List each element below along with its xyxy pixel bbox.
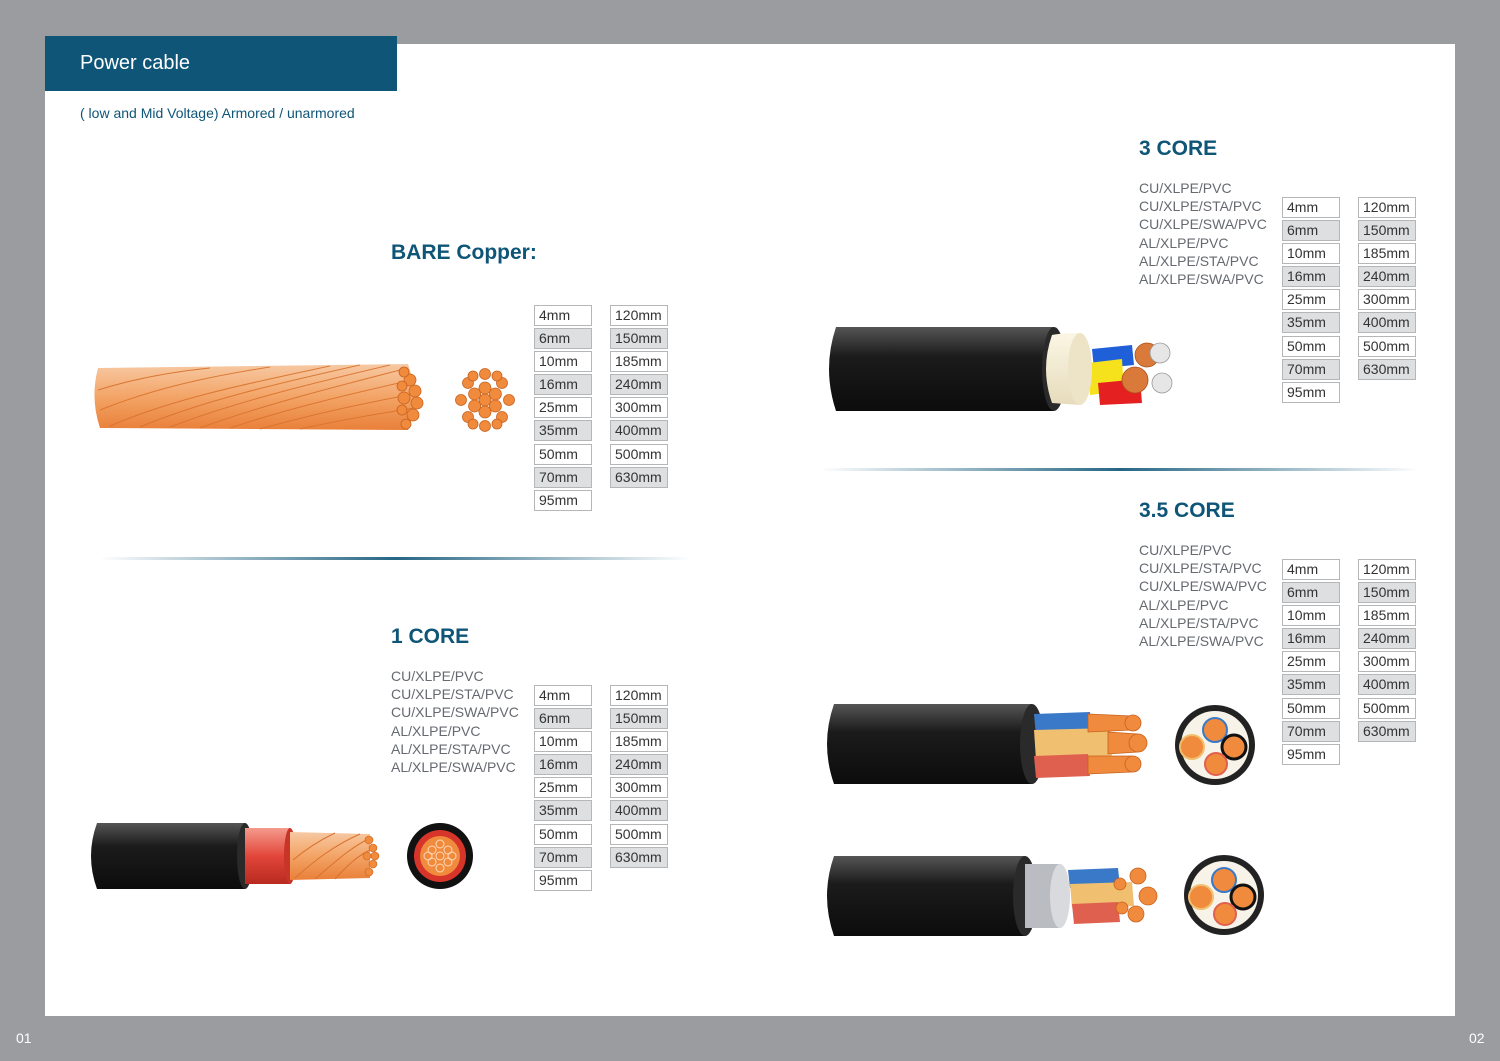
size-cell: 70mm xyxy=(534,847,592,868)
size-cell: 120mm xyxy=(610,305,668,326)
section-divider-right xyxy=(820,468,1420,471)
size-cell: 95mm xyxy=(534,490,592,511)
page-subtitle: ( low and Mid Voltage) Armored / unarmored xyxy=(80,105,355,121)
size-cell: 185mm xyxy=(610,731,668,752)
size-cell: 16mm xyxy=(1282,266,1340,287)
size-cell: 630mm xyxy=(610,847,668,868)
copper-strand-cross-section-icon xyxy=(450,365,520,435)
cable-type-item: CU/XLPE/PVC xyxy=(391,668,484,684)
size-cell: 400mm xyxy=(1358,312,1416,333)
size-cell: 6mm xyxy=(534,328,592,349)
one-core-types xyxy=(391,667,519,776)
one-core-heading: 1 CORE xyxy=(391,625,470,648)
cable-type-item: CU/XLPE/STA/PVC xyxy=(1139,560,1262,577)
size-cell: 400mm xyxy=(1358,674,1416,695)
size-cell: 70mm xyxy=(1282,359,1340,380)
cable-type-item: AL/XLPE/STA/PVC xyxy=(1139,252,1259,269)
three-core-heading: 3 CORE xyxy=(1139,137,1218,160)
size-cell: 185mm xyxy=(610,351,668,372)
page-title: Power cable xyxy=(80,52,191,74)
cable-type-item: AL/XLPE/STA/PVC xyxy=(391,740,511,757)
size-cell: 10mm xyxy=(534,351,592,372)
size-cell: 240mm xyxy=(1358,628,1416,649)
cable-type-item: AL/XLPE/SWA/PVC xyxy=(391,759,516,776)
cable-type-item: CU/XLPE/STA/PVC xyxy=(391,686,514,703)
size-cell: 240mm xyxy=(1358,266,1416,287)
size-cell: 500mm xyxy=(610,824,668,845)
size-cell: 300mm xyxy=(1358,651,1416,672)
size-cell: 50mm xyxy=(1282,698,1340,719)
size-cell: 240mm xyxy=(610,754,668,775)
size-cell: 10mm xyxy=(1282,605,1340,626)
size-cell: 630mm xyxy=(610,467,668,488)
three-core-sizes-left xyxy=(1282,197,1340,405)
size-cell: 300mm xyxy=(610,777,668,798)
size-cell: 630mm xyxy=(1358,721,1416,742)
cable-type-item: CU/XLPE/PVC xyxy=(1139,180,1232,196)
page-number-left: 01 xyxy=(16,1030,32,1046)
cable-type-item: AL/XLPE/SWA/PVC xyxy=(1139,271,1264,288)
size-cell: 35mm xyxy=(534,420,592,441)
size-cell: 4mm xyxy=(1282,559,1340,580)
size-cell: 4mm xyxy=(1282,197,1340,218)
size-cell: 120mm xyxy=(1358,197,1416,218)
size-cell: 4mm xyxy=(534,685,592,706)
size-cell: 10mm xyxy=(534,731,592,752)
bare-copper-sizes-right xyxy=(610,305,668,490)
size-cell: 16mm xyxy=(534,754,592,775)
size-cell: 150mm xyxy=(610,708,668,729)
size-cell: 120mm xyxy=(1358,559,1416,580)
size-cell: 25mm xyxy=(534,777,592,798)
size-cell: 185mm xyxy=(1358,243,1416,264)
three-and-half-core-cable-icon xyxy=(820,700,1280,940)
cable-type-item: AL/XLPE/SWA/PVC xyxy=(1139,633,1264,650)
three-core-cable-icon xyxy=(822,325,1172,415)
size-cell: 16mm xyxy=(534,374,592,395)
size-cell: 95mm xyxy=(534,870,592,891)
cable-type-item: AL/XLPE/PVC xyxy=(1139,596,1229,613)
size-cell: 630mm xyxy=(1358,359,1416,380)
cable-type-item: CU/XLPE/PVC xyxy=(1139,542,1232,558)
three-core-types xyxy=(1139,179,1267,288)
one-core-sizes-left xyxy=(534,685,592,893)
size-cell: 6mm xyxy=(1282,220,1340,241)
size-cell: 50mm xyxy=(1282,336,1340,357)
size-cell: 400mm xyxy=(610,420,668,441)
size-cell: 6mm xyxy=(1282,582,1340,603)
single-core-cable-icon xyxy=(85,820,485,895)
size-cell: 4mm xyxy=(534,305,592,326)
three-half-core-sizes-right xyxy=(1358,559,1416,744)
size-cell: 300mm xyxy=(610,397,668,418)
size-cell: 25mm xyxy=(534,397,592,418)
size-cell: 400mm xyxy=(610,800,668,821)
bare-copper-heading: BARE Copper: xyxy=(391,241,537,264)
bare-copper-sizes-left xyxy=(534,305,592,513)
size-cell: 95mm xyxy=(1282,382,1340,403)
cable-type-item: AL/XLPE/PVC xyxy=(391,722,481,739)
section-divider-left xyxy=(100,557,690,560)
size-cell: 185mm xyxy=(1358,605,1416,626)
size-cell: 16mm xyxy=(1282,628,1340,649)
three-half-core-sizes-left xyxy=(1282,559,1340,767)
page-number-right: 02 xyxy=(1469,1030,1485,1046)
cable-type-item: CU/XLPE/STA/PVC xyxy=(1139,198,1262,215)
size-cell: 500mm xyxy=(1358,698,1416,719)
size-cell: 300mm xyxy=(1358,289,1416,310)
stranded-copper-wire-icon xyxy=(90,360,430,435)
size-cell: 6mm xyxy=(534,708,592,729)
size-cell: 150mm xyxy=(1358,582,1416,603)
size-cell: 95mm xyxy=(1282,744,1340,765)
size-cell: 70mm xyxy=(534,467,592,488)
size-cell: 500mm xyxy=(1358,336,1416,357)
three-half-core-heading: 3.5 CORE xyxy=(1139,499,1235,522)
size-cell: 70mm xyxy=(1282,721,1340,742)
size-cell: 120mm xyxy=(610,685,668,706)
size-cell: 50mm xyxy=(534,444,592,465)
size-cell: 35mm xyxy=(1282,674,1340,695)
footer-bar xyxy=(0,1016,1500,1061)
cable-type-item: CU/XLPE/SWA/PVC xyxy=(1139,216,1267,233)
size-cell: 10mm xyxy=(1282,243,1340,264)
cable-type-item: AL/XLPE/PVC xyxy=(1139,234,1229,251)
size-cell: 25mm xyxy=(1282,651,1340,672)
cable-type-item: AL/XLPE/STA/PVC xyxy=(1139,614,1259,631)
size-cell: 50mm xyxy=(534,824,592,845)
three-half-core-types xyxy=(1139,541,1267,650)
size-cell: 500mm xyxy=(610,444,668,465)
size-cell: 150mm xyxy=(1358,220,1416,241)
size-cell: 150mm xyxy=(610,328,668,349)
one-core-sizes-right xyxy=(610,685,668,870)
cable-type-item: CU/XLPE/SWA/PVC xyxy=(1139,578,1267,595)
size-cell: 240mm xyxy=(610,374,668,395)
size-cell: 35mm xyxy=(1282,312,1340,333)
cable-type-item: CU/XLPE/SWA/PVC xyxy=(391,704,519,721)
size-cell: 35mm xyxy=(534,800,592,821)
three-core-sizes-right xyxy=(1358,197,1416,382)
size-cell: 25mm xyxy=(1282,289,1340,310)
